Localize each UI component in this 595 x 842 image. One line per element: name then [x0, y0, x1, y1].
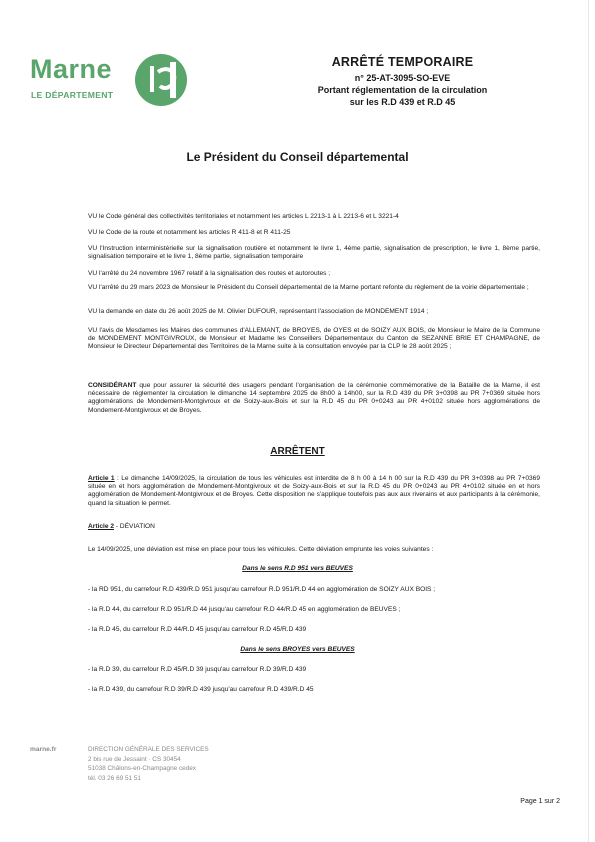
footer-line: tél. 03 26 69 51 51	[88, 774, 141, 782]
footer-line: 51038 Châlons-en-Champagne cedex	[88, 765, 197, 772]
arretent-heading: ARRÊTENT	[270, 446, 325, 457]
footer-line: 2 bis rue de Jessaint · CS 30454	[88, 755, 181, 763]
article-1	[88, 475, 540, 508]
considerant-paragraph	[88, 382, 540, 415]
direction-heading-1: Dans le sens R.D 951 vers BEUVES	[242, 565, 353, 572]
article-1-text: : Le dimanche 14/09/2025, la circulation de tous les véhicules est interdite de 8 h 00 à 14 h 00 sur la R.D 439 du PR 3+0398 au PR 7+0369 située en et hors agglomération de Mondement-Montgivroux et de Soizy-aux-Bois et sur la R.D 45 du PR 0+0243 au PR 4+0102 située en et hors agglomération de Mondement-Montgivroux et de Broyes. Cette disposition ne s'applique toutefois pas aux aux riverains et aux participants à la cérémonie, quand la situation le permet.	[88, 475, 540, 507]
marne-logo	[30, 52, 200, 122]
detour-item: - la R.D 45, du carrefour R.D 44/R.D 45 jusqu'au carrefour R.D 45/R.D 439	[88, 626, 307, 633]
decree-header	[250, 55, 555, 108]
article-2-label: Article 2	[88, 523, 115, 530]
article-2-heading	[88, 523, 540, 531]
page-edge-divider	[588, 0, 589, 842]
vu-paragraph: VU le Code de la route et notamment les articles R 411-8 et R 411-25	[88, 229, 291, 236]
page-number: Page 1 sur 2	[520, 798, 560, 805]
vu-paragraph: VU l'arrêté du 24 novembre 1967 relatif à la signalisation des routes et autoroutes ;	[88, 270, 331, 277]
direction-heading-2: Dans le sens BROYES vers BEUVES	[240, 646, 355, 653]
article-1-label: Article 1	[88, 475, 115, 482]
vu-paragraph: VU l'avis de Mesdames les Maires des communes d'ALLEMANT, de BROYES, de OYES et de SOIZY AUX BOIS, de Monsieur le Maire de la Commune de MONDEMENT MONTGIVROUX, de Monsieur et Madame les Conseillers Départementaux du Canton de SEZANNE BRIE ET CHAMPAGNE, de Monsieur le Directeur Départemental des Territoires de la Marne suite à la consultation envoyée par la CLP le 28 août 2025 ;	[88, 327, 540, 351]
decree-subject-line2: sur les R.D 439 et R.D 45	[349, 97, 456, 107]
logo-emblem-icon	[132, 52, 190, 108]
article-2-title: - DÉVIATION	[114, 523, 155, 530]
considerant-text: que pour assurer la sécurité des usagers pendant l'organisation de la cérémonie commémorative de la Bataille de la Marne, il est nécessaire de réglementer la circulation le dimanche 14 septembre 2025 de 8h00 à 14h00, sur la R.D 439 du PR 3+0398 au PR 7+0369 située hors agglomérations de Mondement-Montgivroux et de Soizy-aux-Bois et sur la R.D 45 du PR 0+0243 au PR 4+0102 située hors agglomérations de Mondement-Montgivroux et de Broyes.	[88, 382, 540, 414]
vu-paragraph: VU l'arrêté du 29 mars 2023 de Monsieur le Président du Conseil départemental de la Marne portant refonte du règlement de la voirie départementale ;	[88, 284, 529, 291]
considerant-lead: CONSIDÉRANT	[88, 382, 137, 389]
president-heading: Le Président du Conseil départemental	[186, 150, 409, 164]
vu-paragraph: VU le Code général des collectivités territoriales et notamment les articles L 2213-1 à L 2213-6 et L 3221-4	[88, 213, 399, 220]
article-2-intro: Le 14/09/2025, une déviation est mise en place pour tous les véhicules. Cette déviation emprunte les voies suivantes :	[88, 546, 434, 553]
footer-brand: marne.fr	[30, 746, 57, 753]
detour-item: - la R.D 39, du carrefour R.D 45/R.D 39 jusqu'au carrefour R.D 39/R.D 439	[88, 666, 307, 673]
logo-wordmark: Marne	[30, 54, 113, 84]
logo-subtitle: LE DÉPARTEMENT	[31, 90, 114, 100]
decree-title: ARRÊTÉ TEMPORAIRE	[331, 55, 474, 69]
detour-item: - la R.D 439, du carrefour R.D 39/R.D 439 jusqu'au carrefour R.D 439/R.D 45	[88, 686, 314, 693]
vu-paragraph: VU l'Instruction interministérielle sur la signalisation routière et notamment le livre 1, 4ème partie, signalisation de prescription, le livre 1, 8ème partie, signalisation temporaire et le livre 1, 8ème partie, signalisation temporaire	[88, 245, 540, 261]
decree-subject-line1: Portant réglementation de la circulation	[317, 85, 488, 95]
footer-line: DIRECTION GÉNÉRALE DES SERVICES	[88, 746, 209, 753]
footer-address	[88, 745, 288, 783]
decree-number: n° 25-AT-3095-SO-EVE	[354, 73, 451, 83]
vu-paragraph: VU la demande en date du 26 août 2025 de M. Olivier DUFOUR, représentant l'association de MONDEMENT 1914 ;	[88, 308, 429, 315]
detour-item: - la RD 951, du carrefour R.D 439/R.D 951 jusqu'au carrefour R.D 951/R.D 44 en agglomération de SOIZY AUX BOIS ;	[88, 586, 436, 593]
detour-item: - la R.D 44, du carrefour R.D 951/R.D 44 jusqu'au carrefour R.D 44/R.D 45 en agglomération de BEUVES ;	[88, 606, 401, 613]
